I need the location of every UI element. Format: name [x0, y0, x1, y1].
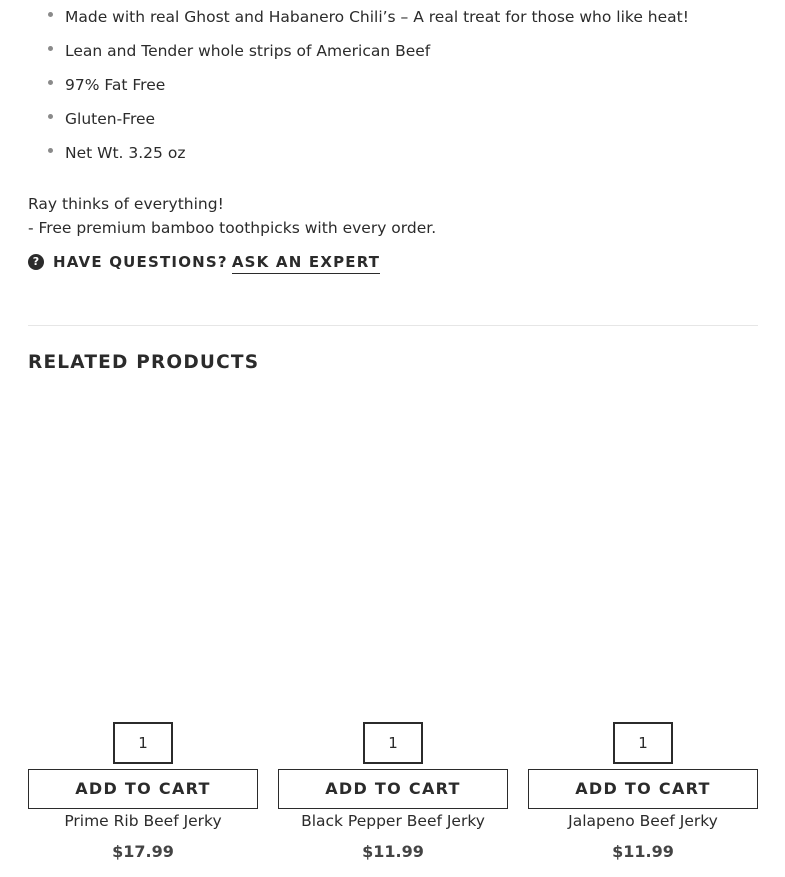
product-price: $17.99 — [112, 842, 174, 861]
product-card — [28, 398, 258, 868]
note-line-2: - Free premium bamboo toothpicks with every order. — [28, 219, 437, 237]
note-line-1: Ray thinks of everything! — [28, 195, 224, 213]
ask-an-expert-link[interactable]: ASK AN EXPERT — [232, 251, 380, 274]
feature-item — [28, 141, 689, 175]
quantity-input[interactable] — [363, 722, 423, 764]
add-to-cart-button[interactable]: ADD TO CART — [28, 769, 258, 809]
product-price: $11.99 — [362, 842, 424, 861]
related-products-grid — [28, 398, 758, 868]
feature-item — [28, 5, 689, 39]
bullet-icon — [48, 46, 53, 51]
feature-list — [28, 5, 689, 175]
bullet-icon — [48, 148, 53, 153]
feature-item — [28, 39, 689, 73]
toothpick-note — [28, 192, 436, 240]
related-products-title: RELATED PRODUCTS — [28, 352, 260, 373]
product-card — [278, 398, 508, 868]
feature-text: Gluten-Free — [65, 110, 156, 128]
feature-item — [28, 73, 689, 107]
product-image[interactable] — [28, 398, 258, 712]
product-image[interactable] — [278, 398, 508, 712]
have-questions-label: HAVE QUESTIONS? — [53, 253, 228, 271]
add-to-cart-button[interactable]: ADD TO CART — [278, 769, 508, 809]
bullet-icon — [48, 80, 53, 85]
bullet-icon — [48, 12, 53, 17]
add-to-cart-button[interactable]: ADD TO CART — [528, 769, 758, 809]
feature-text: Net Wt. 3.25 oz — [65, 144, 186, 162]
product-card — [528, 398, 758, 868]
question-circle-icon: ? — [28, 254, 44, 270]
product-name[interactable]: Black Pepper Beef Jerky — [301, 812, 485, 830]
product-image[interactable] — [528, 398, 758, 712]
product-name[interactable]: Prime Rib Beef Jerky — [64, 812, 222, 830]
feature-text: Made with real Ghost and Habanero Chili’s – A real treat for those who like heat! — [65, 8, 689, 26]
feature-text: Lean and Tender whole strips of American Beef — [65, 42, 431, 60]
bullet-icon — [48, 114, 53, 119]
quantity-input[interactable] — [613, 722, 673, 764]
feature-text: 97% Fat Free — [65, 76, 166, 94]
feature-item — [28, 107, 689, 141]
section-divider — [28, 325, 758, 326]
product-name[interactable]: Jalapeno Beef Jerky — [568, 812, 718, 830]
product-price: $11.99 — [612, 842, 674, 861]
quantity-input[interactable] — [113, 722, 173, 764]
have-questions — [28, 250, 380, 274]
